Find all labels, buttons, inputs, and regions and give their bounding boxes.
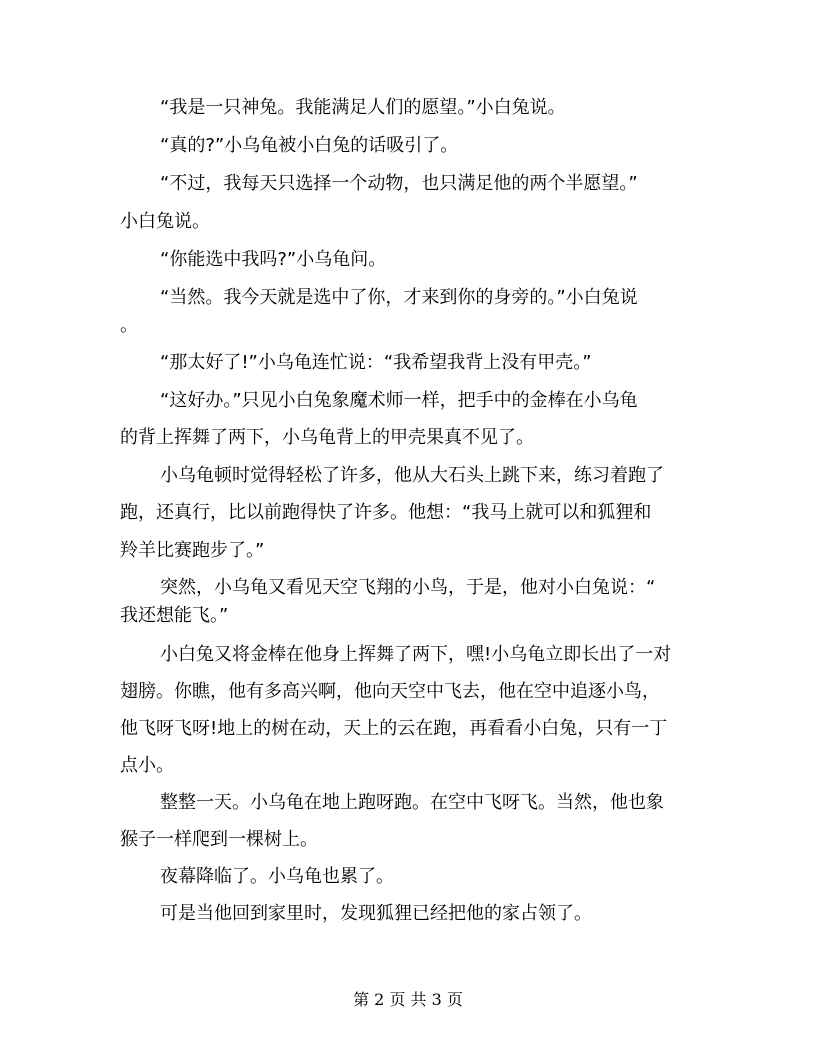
text-line: 整整一天。小乌龟在地上跑呀跑。在空中飞呀飞。当然，他也象 bbox=[160, 792, 664, 813]
text-line: 夜幕降临了。小乌龟也累了。 bbox=[160, 866, 394, 887]
text-line: 点小。 bbox=[120, 755, 174, 776]
text-line: 突然，小乌龟又看见天空飞翔的小鸟，于是，他对小白兔说：“ bbox=[160, 577, 656, 598]
text-line: 他飞呀飞呀!地上的树在动，天上的云在跑，再看看小白兔，只有一丁 bbox=[120, 718, 668, 739]
text-line: 的背上挥舞了两下，小乌龟背上的甲壳果真不见了。 bbox=[120, 427, 534, 448]
text-line: “这好办。”只见小白兔象魔术师一样，把手中的金棒在小乌龟 bbox=[160, 390, 638, 411]
text-line: 羚羊比赛跑步了。” bbox=[120, 540, 265, 561]
text-line: 。 bbox=[120, 315, 138, 336]
text-line: “不过，我每天只选择一个动物，也只满足他的两个半愿望。” bbox=[160, 173, 638, 194]
text-line: “你能选中我吗?”小乌龟问。 bbox=[160, 249, 387, 270]
text-line: 翅膀。你瞧，他有多高兴啊，他向天空中飞去，他在空中追逐小鸟， bbox=[120, 681, 660, 702]
text-line: 小白兔说。 bbox=[120, 211, 210, 232]
text-line: 小白兔又将金棒在他身上挥舞了两下，嘿!小乌龟立即长出了一对 bbox=[160, 644, 672, 665]
text-line: 小乌龟顿时觉得轻松了许多，他从大石头上跳下来，练习着跑了 bbox=[160, 465, 664, 486]
text-line: “当然。我今天就是选中了你，才来到你的身旁的。”小白兔说 bbox=[160, 287, 638, 308]
text-line: 猴子一样爬到一棵树上。 bbox=[120, 829, 318, 850]
text-line: 我还想能飞。” bbox=[120, 605, 229, 626]
text-line: 跑，还真行，比以前跑得快了许多。他想：“我马上就可以和狐狸和 bbox=[120, 502, 652, 523]
text-line: “那太好了!”小乌龟连忙说：“我希望我背上没有甲壳。” bbox=[160, 352, 592, 373]
text-line: 可是当他回到家里时，发现狐狸已经把他的家占领了。 bbox=[160, 903, 592, 924]
text-line: “我是一只神兔。我能满足人们的愿望。”小白兔说。 bbox=[160, 97, 566, 118]
page-footer: 第 2 页 共 3 页 bbox=[353, 990, 463, 1009]
text-line: “真的?”小乌龟被小白兔的话吸引了。 bbox=[160, 135, 459, 156]
